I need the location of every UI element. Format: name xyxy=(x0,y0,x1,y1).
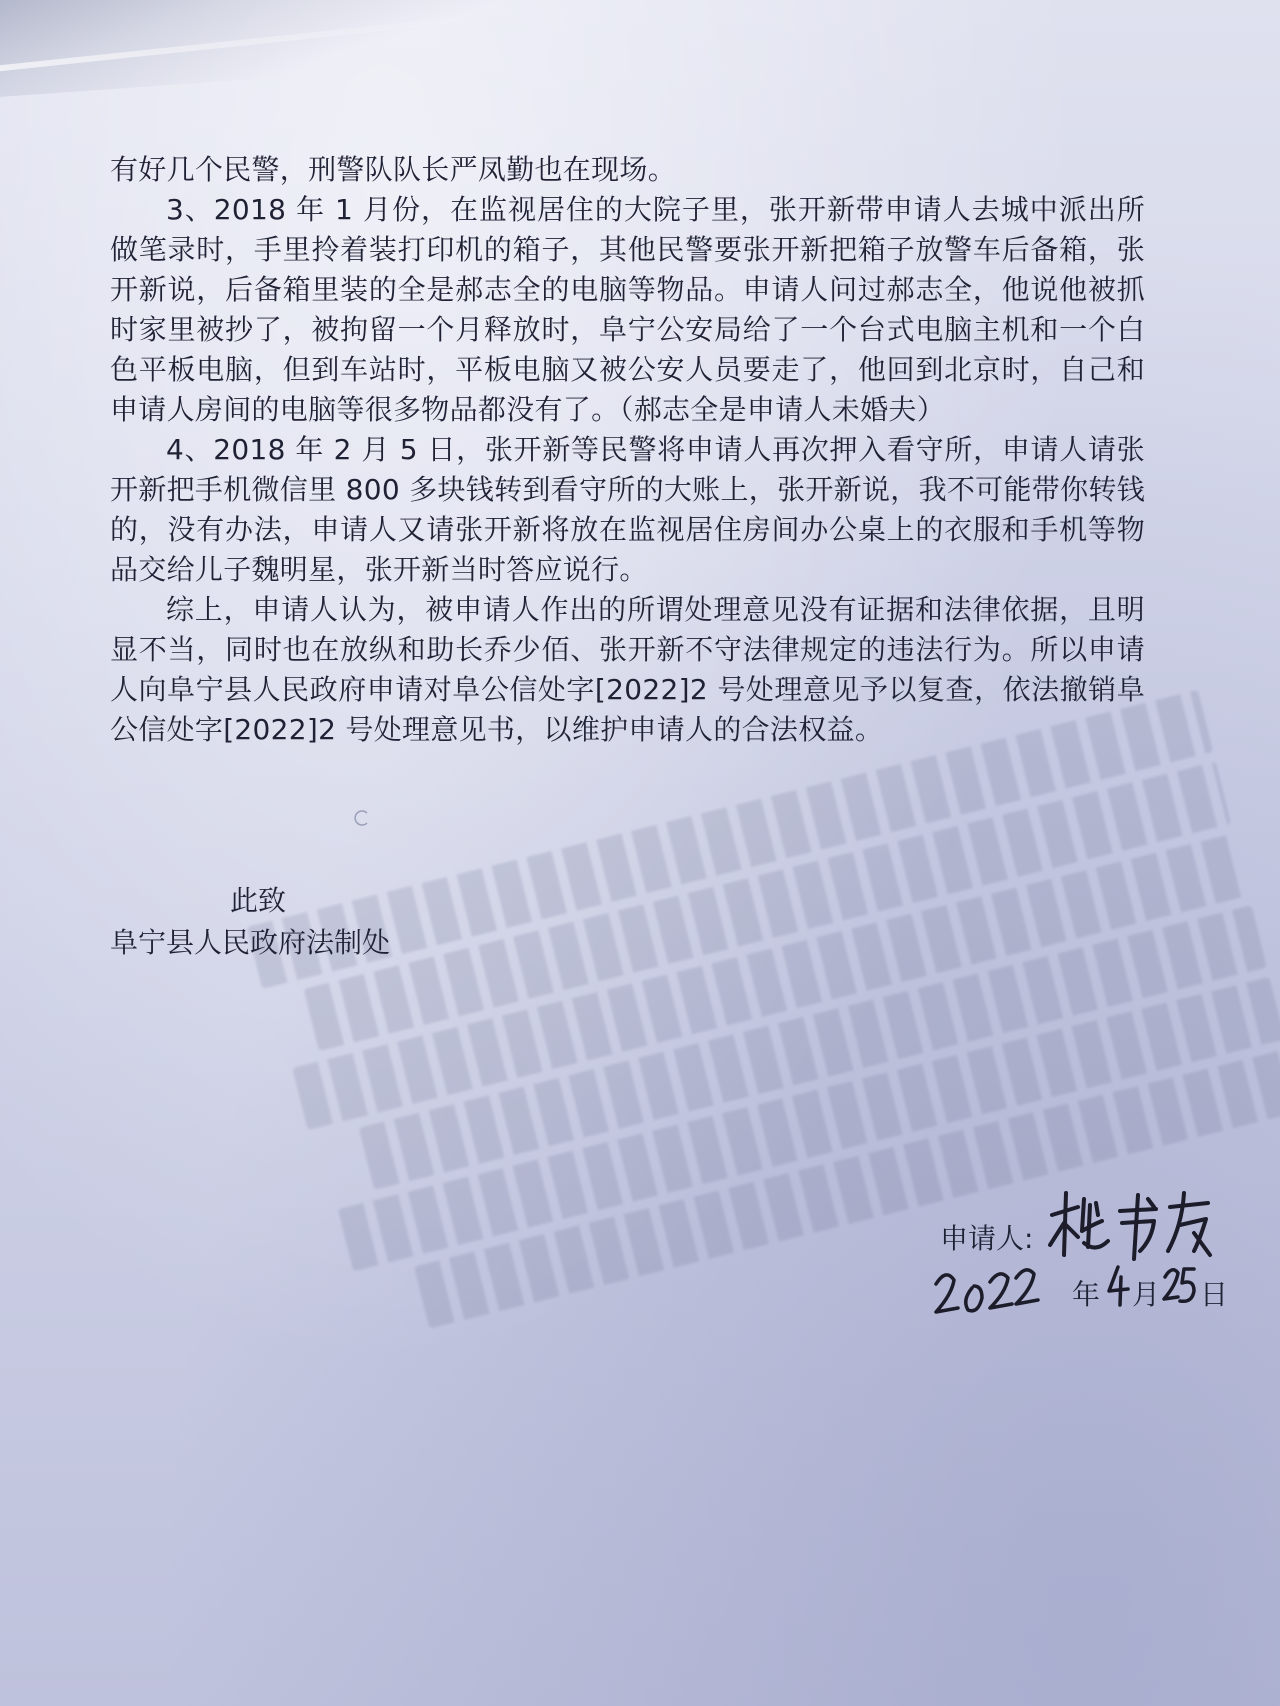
closing-block xyxy=(110,880,390,964)
stray-pen-mark xyxy=(352,808,372,828)
paragraph-continuation: 有好几个民警，刑警队队长严凤勤也在现场。 xyxy=(110,153,677,186)
date-day-char: 日 xyxy=(1200,1278,1229,1311)
handwritten-day xyxy=(1162,1263,1198,1307)
paragraph-conclusion: 综上，申请人认为，被申请人作出的所谓处理意见没有证据和法律依据，且明显不当，同时也在放纵和助长乔少佰、张开新不守法律规定的违法行为。所以申请人向阜宁县人民政府申请对阜公信处字[2022]2 号处理意见予以复查，依法撤销阜公信处字[2022]2 号处理意见书，以维护申请人的合法权益。 xyxy=(110,593,1145,746)
paper-fold-shadow xyxy=(0,0,523,99)
date-year-char: 年 xyxy=(1072,1278,1101,1311)
paragraph-item-3: 3、2018 年 1 月份，在监视居住的大院子里，张开新带申请人去城中派出所做笔录时，手里拎着装打印机的箱子，其他民警要张开新把箱子放警车后备箱，张开新说，后备箱里装的全是郝志全的电脑等物品。申请人问过郝志全，他说他被抓时家里被抄了，被拘留一个月释放时，阜宁公安局给了一个台式电脑主机和一个白色平板电脑，但到车站时，平板电脑又被公安人员要走了，他回到北京时，自己和申请人房间的电脑等很多物品都没有了。（郝志全是申请人未婚夫） xyxy=(110,193,1145,426)
handwritten-signature xyxy=(1044,1185,1214,1265)
date-month-char: 月 xyxy=(1132,1278,1161,1311)
handwritten-year xyxy=(932,1260,1042,1320)
paragraph-item-4: 4、2018 年 2 月 5 日，张开新等民警将申请人再次押入看守所，申请人请张开新把手机微信里 800 多块钱转到看守所的大账上，张开新说，我不可能带你转钱的，没有办法，申请人又请张开新将放在监视居住房间办公桌上的衣服和手机等物品交给儿子魏明星，张开新当时答应说行。 xyxy=(110,433,1145,586)
salutation: 此致 xyxy=(230,884,287,917)
reverse-side-bleed-through xyxy=(247,690,1280,1470)
document-body xyxy=(110,150,1145,750)
signature-block xyxy=(940,1205,1270,1325)
recipient: 阜宁县人民政府法制处 xyxy=(110,926,391,959)
applicant-label: 申请人: xyxy=(940,1222,1034,1255)
handwritten-month xyxy=(1106,1263,1130,1307)
